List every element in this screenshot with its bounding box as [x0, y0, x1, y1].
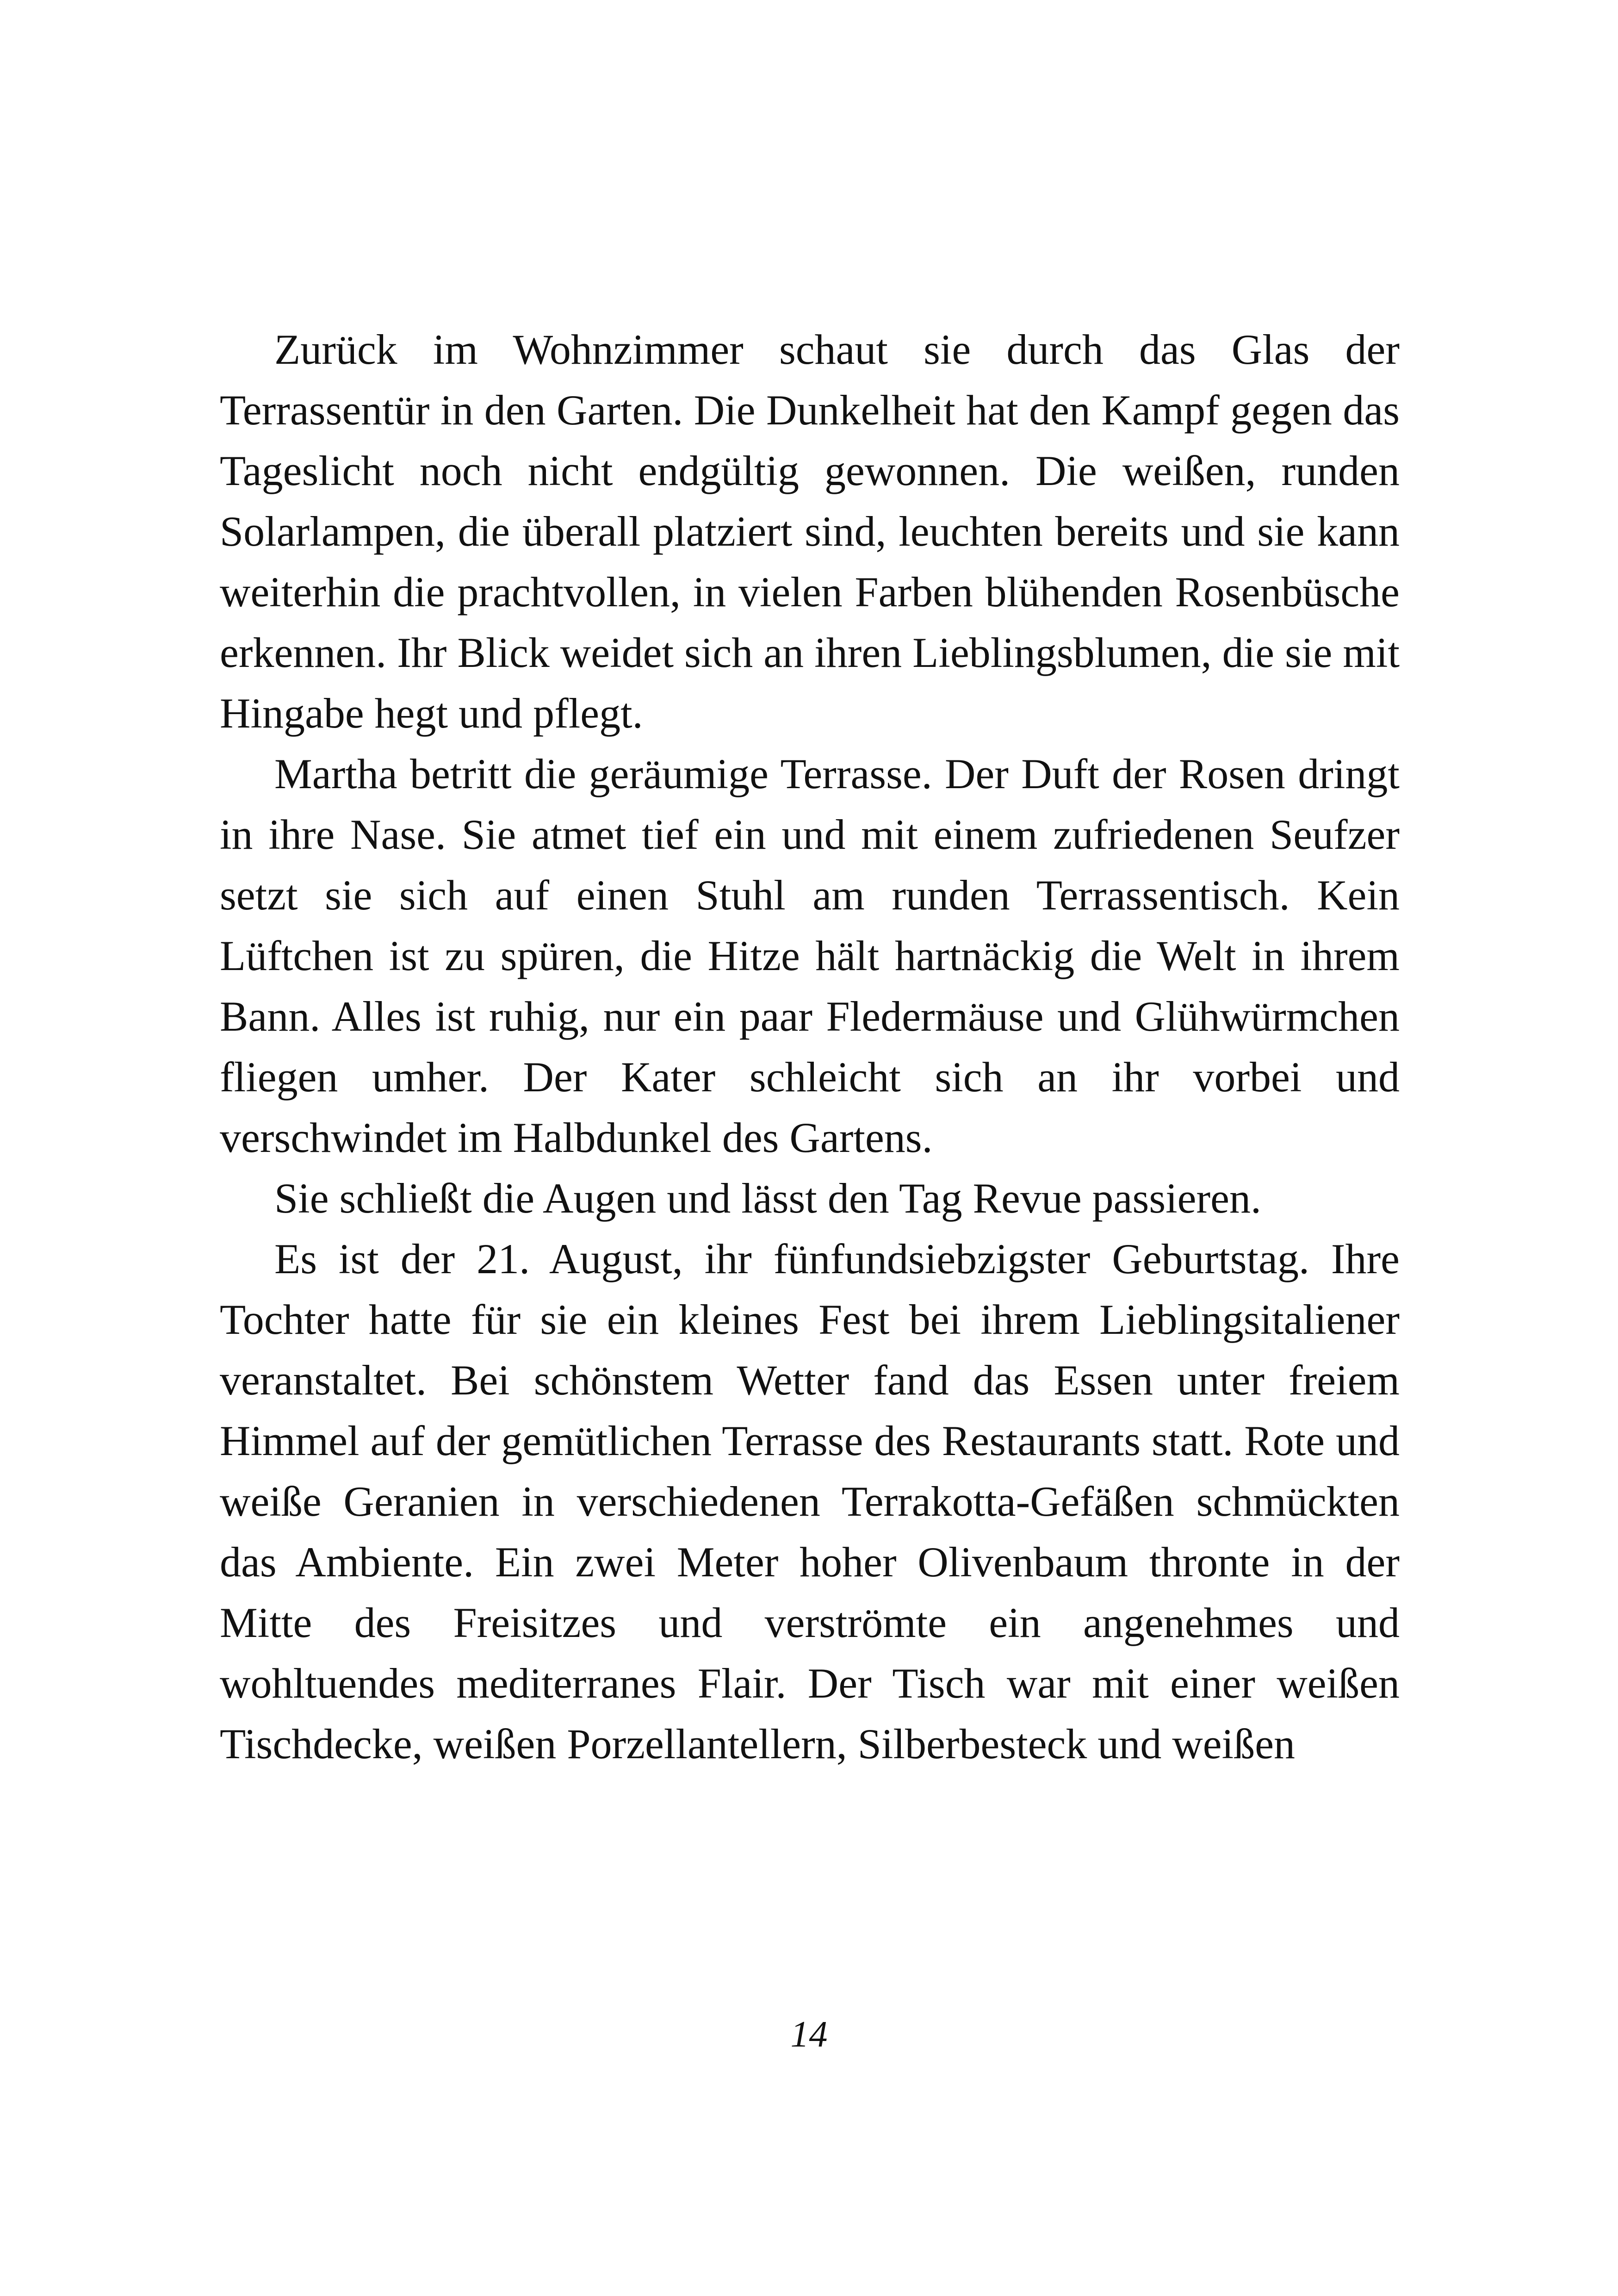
page-number: 14	[790, 2014, 828, 2055]
body-text	[220, 319, 1400, 1774]
paragraph-geburtstag: Es ist der 21. August, ihr fünfundsiebzigster Geburtstag. Ihre Tochter hatte für sie ein kleines Fest bei ihrem Lieblingsitaliener veranstaltet. Bei schönstem Wetter fand das Essen unter freiem Himmel auf der gemütlichen Terrasse des Restaurants statt. Rote und weiße Geranien in verschiedenen Terrakotta-Gefäßen schmückten das Ambiente. Ein zwei Meter hoher Olivenbaum thronte in der Mitte des Freisitzes und verströmte ein angenehmes und wohltuendes mediterranes Flair. Der Tisch war mit einer weißen Tischdecke, weißen Porzellantellern, Silberbesteck und weißen	[220, 1235, 1400, 1767]
paragraph-revue: Sie schließt die Augen und lässt den Tag Revue passieren.	[274, 1175, 1261, 1222]
paragraph-wohnzimmer: Zurück im Wohnzimmer schaut sie durch das Glas der Terrassentür in den Garten. Die Dunkelheit hat den Kampf gegen das Tageslicht noch nicht endgültig gewonnen. Die weißen, runden Solarlampen, die überall platziert sind, leuchten bereits und sie kann weiterhin die prachtvollen, in vielen Farben blühenden Rosenbüsche erkennen. Ihr Blick weidet sich an ihren Lieblingsblumen, die sie mit Hingabe hegt und pflegt.	[220, 326, 1400, 737]
paragraph-terrasse: Martha betritt die geräumige Terrasse. Der Duft der Rosen dringt in ihre Nase. Sie atmet tief ein und mit einem zufriedenen Seufzer setzt sie sich auf einen Stuhl am runden Terrassentisch. Kein Lüftchen ist zu spüren, die Hitze hält hartnäckig die Welt in ihrem Bann. Alles ist ruhig, nur ein paar Fledermäuse und Glühwürmchen fliegen umher. Der Kater schleicht sich an ihr vorbei und verschwindet im Halbdunkel des Gartens.	[220, 750, 1400, 1161]
